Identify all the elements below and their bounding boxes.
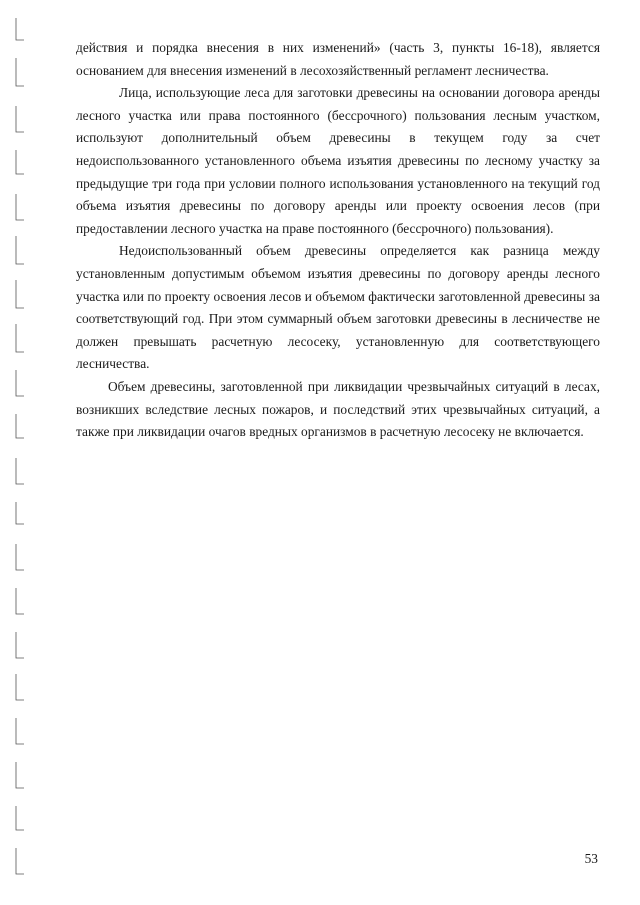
- body-text: [76, 37, 600, 444]
- binding-margin-marks: [14, 18, 26, 878]
- paragraph-4: Объем древесины, заготовленной при ликвидации чрезвычайных ситуаций в лесах, возникших вследствие лесных пожаров, и последствий этих чрезвычайных ситуаций, а также при ликвидации очагов вредных организмов в расчетную лесосеку не включается.: [76, 378, 600, 440]
- paragraph-2: Лица, использующие леса для заготовки древесины на основании договора аренды лесного участка или права постоянного (бессрочного) пользования лесным участком, используют дополнительный объем древесины в текущем году за счет недоиспользованного установленного объема изъятия древесины по лесному участку за предыдущие три года при условии полного использования установленного на текущий год объема изъятия древесины по договору аренды или проекту освоения лесов (при предоставлении лесного участка на праве постоянного (бессрочного) пользования).: [76, 85, 600, 236]
- paragraph-1: действия и порядка внесения в них изменений» (часть 3, пункты 16-18), является основанием для внесения изменений в лесохозяйственный регламент лесничества.: [76, 40, 600, 78]
- page-number: 53: [584, 851, 598, 866]
- paragraph-3: Недоиспользованный объем древесины определяется как разница между установленным допустимым объемом изъятия древесины по договору аренды лесного участка или по проекту освоения лесов и объемом фактически заготовленной древесины за соответствующий год. При этом суммарный объем заготовки древесины в лесничестве не должен превышать расчетную лесосеку, установленную для соответствующего лесничества.: [76, 243, 600, 372]
